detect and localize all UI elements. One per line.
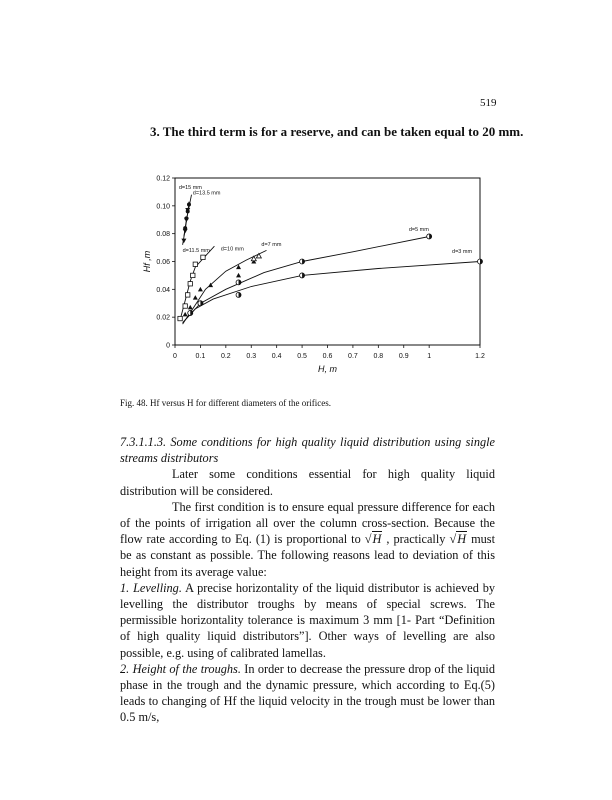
data-point [183,226,187,230]
paragraph-2-part-c: must be as constant as possible. The following reasons lead to deviation of this height from its average value: [120,532,496,579]
paragraph-1: Later some conditions essential for high quality liquid distribution will be considered. [120,467,495,498]
y-tick-label: 0.04 [156,286,170,294]
data-point [183,304,187,308]
data-point [188,282,192,286]
y-tick-label: 0 [166,342,170,350]
x-tick-label: 1.2 [475,353,485,360]
series-annotation: d=11.5 mm [182,247,210,254]
x-tick-label: 0.3 [246,353,257,360]
x-tick-label: 1 [427,353,432,360]
data-point [183,312,188,317]
x-axis-label: H, m [318,364,337,374]
x-tick-label: 0.7 [348,353,358,360]
data-point [186,209,190,213]
sqrt-h-symbol-1: √H [364,532,382,547]
data-point [188,305,193,310]
series-annotation: d=10 mm [220,246,244,253]
paragraph-2-part-a: The first condition is to ensure equal pressure difference for each of the points of irrigation all over the column cross-section. Because the flow rate according to Eq. (1) is proportional to [120,499,495,547]
data-point [191,273,195,277]
x-tick-label: 0 [173,353,177,360]
figure-caption: Fig. 48. Hf versus H for different diameters of the orifices. [120,398,332,408]
item-2-text: In order to decrease the pressure drop of the liquid phase in the trough and the dynamic pressure, which according to Eq.(5) leads to changing of Hf the liquid velocity in the trough must be lower than 0.5 m/s, [120,661,495,725]
x-tick-label: 0.9 [398,353,409,360]
section-body [120,434,495,726]
series-annotation: d=13.5 mm [192,190,221,197]
section-heading: 7.3.1.1.3. Some conditions for high quality liquid distribution using single streams distributors [120,435,495,466]
series-annotation: d=7 mm [261,242,282,249]
series-annotation: d=5 mm [408,226,429,233]
paragraph-2-part-b: , practically [382,532,450,547]
series-annotation: d=3 mm [452,249,473,256]
x-tick-label: 0.2 [220,353,231,360]
x-tick-label: 0.6 [322,353,333,360]
list-item-levelling [120,580,495,661]
x-tick-label: 0.1 [195,353,206,360]
item-2-label: 2. Height of the troughs. [120,661,241,676]
item-1-text: A precise horizontality of the liquid distributor is achieved by levelling the distributor troughs by means of special screws. The permissible horizontality tolerance is maximum 3 mm [1- Part “Definition of high quality liquid distributors”]. Other ways of levelling are also possible, e.g. using of calibrated lamellas. [120,580,495,660]
x-tick-label: 0.5 [297,353,307,360]
data-point [178,316,182,320]
list-item-troughs [120,661,495,726]
y-tick-label: 0.06 [156,259,170,266]
figure-chart [140,170,500,390]
item-1-label: 1. Levelling. [120,580,182,595]
plot-frame [175,178,480,345]
x-tick-label: 0.4 [271,353,282,360]
y-tick-label: 0.12 [156,175,170,183]
series-curve [180,246,214,320]
paragraph-2 [120,499,495,580]
data-point [198,287,203,292]
data-point [236,273,241,278]
y-tick-label: 0.10 [156,203,170,211]
series-annotation: d=15 mm [178,185,202,192]
y-tick-label: 0.08 [156,231,170,239]
x-tick-label: 0.8 [373,353,384,360]
sqrt-h-symbol-2: √H [449,532,467,547]
data-point [201,255,205,259]
page-number: 519 [480,97,497,109]
y-axis-label: Hf ,m [142,250,152,273]
data-point [193,262,197,266]
intro-line: 3. The third term is for a reserve, and can be taken equal to 20 mm. [150,124,524,139]
data-point [193,295,198,300]
data-point [187,202,191,206]
data-point [184,216,188,220]
y-tick-label: 0.02 [156,314,170,322]
data-point [181,239,186,244]
data-point [186,293,190,297]
data-point [256,253,261,258]
